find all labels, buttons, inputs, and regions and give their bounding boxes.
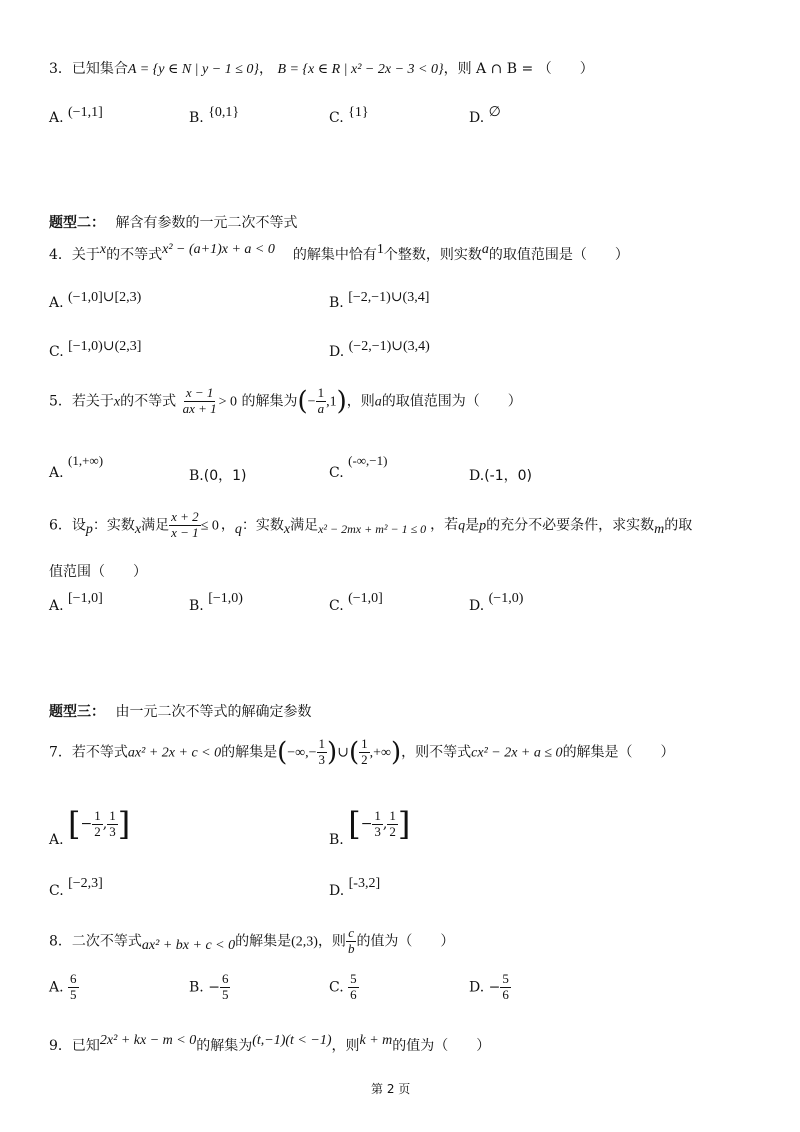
q3-option-b: B. {0,1}: [189, 105, 240, 126]
q4-option-d: D. (−2,−1)∪(3,4): [329, 339, 430, 360]
q8-option-a: A. $\frac{6}{5}$: [49, 971, 77, 1002]
q5-option-d: D.(-1，0): [469, 468, 532, 484]
q6-fraction: $\frac{x + 2}{x - 1}$: [171, 509, 199, 540]
q5-option-b: B.(0，1): [189, 468, 247, 484]
q3-option-c: C. {1}: [329, 105, 369, 126]
q8-option-c: C. $\frac{5}{6}$: [329, 971, 357, 1002]
q5-option-a: A. (1,+∞): [49, 453, 104, 481]
section-3-subtitle: 由一元二次不等式的解确定参数: [115, 704, 312, 720]
q4-option-a: A. (−1,0]∪[2,3): [49, 290, 142, 311]
q7-option-d: D. [-3,2]: [329, 876, 381, 899]
question-4: 4．关于x的不等式x² − (a+1)x + a < 0 的解集中恰有1个整数，则实数a的取值范围是（ ）: [49, 242, 629, 263]
q3-set-b: B = {x ∈ R | x² − 2x − 3 < 0}: [277, 62, 444, 77]
q3-text: 3．已知集合: [49, 61, 128, 77]
question-8: 8．二次不等式ax² + bx + c < 0的解集是(2,3)，则 $\frac{c}{b}$ 的值为（ ）: [49, 925, 455, 956]
question-3: [49, 58, 594, 78]
q5-fraction: $\frac{x - 1}{ax + 1}$: [182, 385, 217, 416]
q4-option-c: C. [−1,0)∪(2,3]: [49, 339, 142, 360]
q3-tail: ，则 A ∩ B = （ ）: [443, 61, 594, 77]
question-9: 9．已知2x² + kx − m < 0的解集为(t,−1)(t < −1)，则k + m的值为（ ）: [49, 1033, 491, 1054]
section-2-heading: [49, 212, 297, 232]
q6-option-a: A. [−1,0]: [49, 591, 103, 614]
question-7: 7．若不等式ax² + 2x + c < 0的解集是(−∞,− $\frac{1}{3}$ )∪( $\frac{1}{2}$ ,+∞)，则不等式cx² − 2x + a ≤ 0的解集是（ ）: [49, 736, 675, 768]
q3-set-a: A = {y ∈ N | y − 1 ≤ 0}: [127, 62, 259, 77]
q7-option-b: B. [− $\frac{1}{3}$ , $\frac{1}{2}$ ]: [329, 805, 411, 848]
q3-comma: ，: [258, 61, 273, 77]
section-3-heading: [49, 701, 311, 721]
q6-line-2: 值范围（ ）: [49, 564, 147, 580]
q5-option-c: C. (-∞,−1): [329, 453, 388, 481]
q3-option-a: A. (−1,1]: [49, 105, 103, 126]
section-2-subtitle: 解含有参数的一元二次不等式: [115, 215, 298, 231]
section-3-title: 题型三：: [49, 704, 105, 720]
q3-option-d: D. ∅: [469, 105, 501, 126]
q6-option-b: B. [−1,0): [189, 591, 243, 614]
page-number: 第 2 页: [371, 1082, 411, 1096]
q6-option-c: C. (−1,0]: [329, 591, 383, 614]
q8-option-b: B. − $\frac{6}{5}$: [189, 971, 229, 1002]
section-2-title: 题型二：: [49, 215, 105, 231]
q8-option-d: D. − $\frac{5}{6}$: [469, 971, 509, 1002]
q7-option-c: C. [−2,3]: [49, 876, 103, 899]
question-5: 5．若关于x的不等式 $\frac{x - 1}{ax + 1}$ > 0 的解集为(− $\frac{1}{a}$ ,1)，则a的取值范围为（ ）: [49, 385, 522, 417]
question-6: 6．设p：实数x满足 $\frac{x + 2}{x - 1}$ ≤ 0 ，q：实数x满足x² − 2mx + m² − 1 ≤ 0 ，若q是p的充分不必要条件，求实数m的取: [49, 509, 693, 540]
q4-option-b: B. [−2,−1)∪(3,4]: [329, 290, 430, 311]
q7-option-a: A. [− $\frac{1}{2}$ , $\frac{1}{3}$ ]: [49, 805, 131, 848]
q6-option-d: D. (−1,0): [469, 591, 524, 614]
